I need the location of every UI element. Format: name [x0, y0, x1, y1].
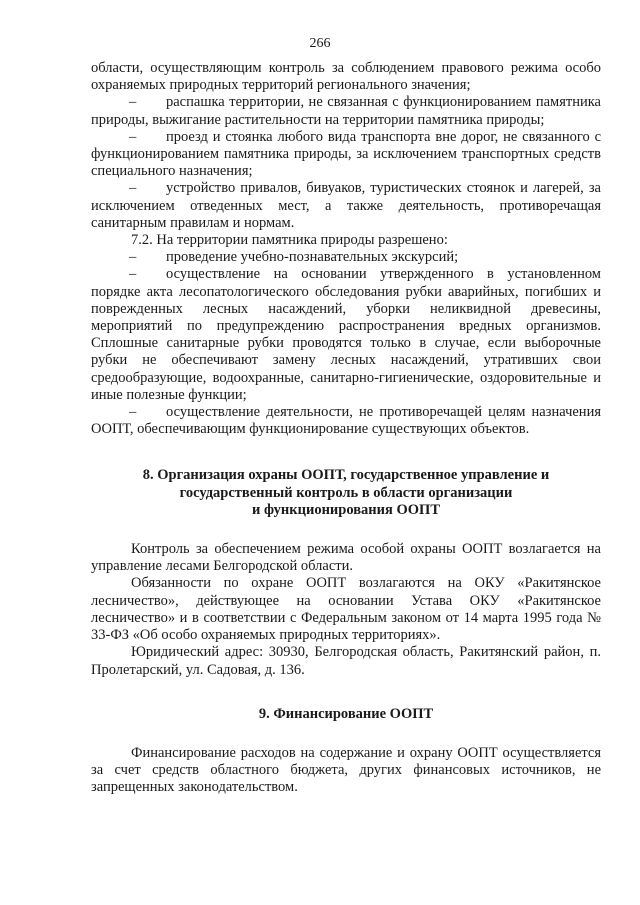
section-8-address: Юридический адрес: 30930, Белгородская область, Ракитянский район, п. Пролетарский, ул. Садовая, д. 136. [91, 644, 601, 678]
section-8-paragraph: Обязанности по охране ООПТ возлагаются на ОКУ «Ракитянское лесничество», действующее на основании Устава ОКУ «Ракитянское лесничество» и в соответствии с Федеральным законом от 14 марта 1995 года № 33-ФЗ «Об особо охраняемых природных территориях». [91, 575, 601, 644]
list-item-prohibited [91, 94, 601, 128]
list-item-text: проведение учебно-познавательных экскурсий; [166, 249, 459, 266]
dash-marker: – [129, 249, 137, 266]
list-item-text: устройство привалов, бивуаков, туристических стоянок и лагерей, за исключением отведенных мест, а также деятельность, противоречащая санитарным правилам и нормам. [91, 180, 601, 231]
dash-marker: – [129, 180, 137, 197]
section-8-heading: 8. Организация охраны ООПТ, государственное управление и государственный контроль в области организации и функционирования ООПТ [142, 467, 550, 518]
dash-marker: – [129, 94, 137, 111]
list-item-prohibited [91, 180, 601, 232]
page-number: 266 [309, 36, 331, 51]
list-item-text: проезд и стоянка любого вида транспорта вне дорог, не связанного с функционированием памятника природы, за исключением транспортных средств специального назначения; [91, 128, 601, 180]
dash-marker: – [129, 404, 137, 421]
section-9-paragraph: Финансирование расходов на содержание и охрану ООПТ осуществляется за счет средств областного бюджета, других финансовых источников, не запрещенных законодательством. [91, 744, 601, 796]
list-item-text: осуществление на основании утвержденного в установленном порядке акта лесопатологического обследования рубки аварийных, погибших и поврежденных лесных насаждений, уборки неликвидной древесины, мероприятий по предупреждению распространения вредных организмов. Сплошные санитарные рубки проводятся только в случае, если выборочные рубки не обеспечивают замену лесных насаждений, утративших свои средообразующие, водоохранные, санитарно-гигиенические, оздоровительные и иные полезные функции; [91, 266, 601, 403]
list-item-prohibited [91, 129, 601, 181]
subsection-7-2: 7.2. На территории памятника природы разрешено: [131, 232, 448, 249]
list-item-allowed [91, 404, 601, 438]
document-body [91, 60, 601, 797]
dash-marker: – [129, 266, 137, 283]
list-item-text: распашка территории, не связанная с функционированием памятника природы, выжигание растительности на территории памятника природы; [91, 94, 601, 128]
paragraph-continuation: области, осуществляющим контроль за соблюдением правового режима особо охраняемых природных территорий регионального значения; [91, 60, 601, 94]
dash-marker: – [129, 128, 137, 145]
section-9-heading: 9. Финансирование ООПТ [258, 705, 434, 722]
list-item-text: осуществление деятельности, не противоречащей целям назначения ООПТ, обеспечивающим функционирование существующих объектов. [91, 404, 601, 438]
section-8-paragraph: Контроль за обеспечением режима особой охраны ООПТ возлагается на управление лесами Белгородской области. [91, 541, 601, 575]
list-item-allowed [91, 266, 601, 404]
list-item-allowed [91, 249, 601, 266]
